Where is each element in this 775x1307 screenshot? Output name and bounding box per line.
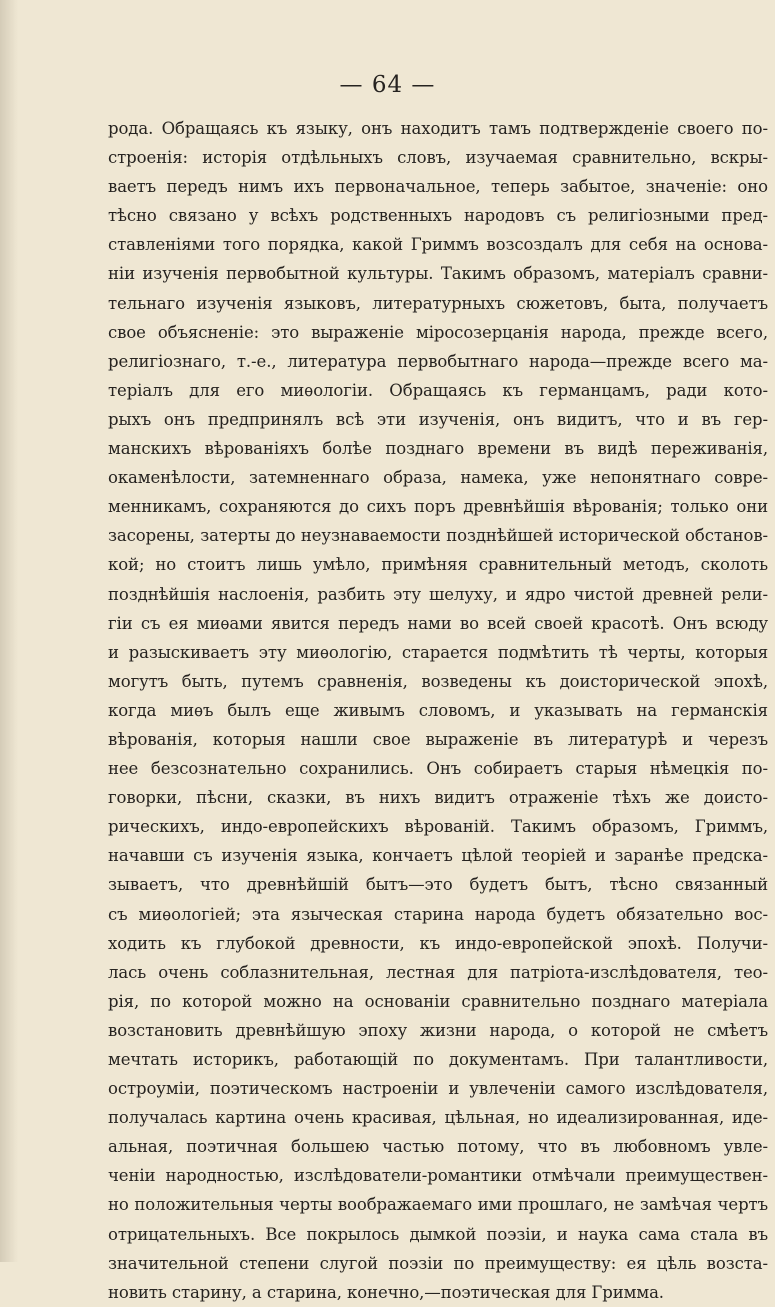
text-line: отрицательныхъ. Все покрылось дымкой поэзіи, и наука сама стала въ [108, 1224, 768, 1244]
text-line: рическихъ, индо-европейскихъ вѣрованій. Такимъ образомъ, Гриммъ, [108, 817, 768, 837]
page-edge-shadow [0, 0, 18, 1262]
text-line: манскихъ вѣрованіяхъ болѣе позднаго времени въ видѣ переживанія, [108, 439, 768, 459]
text-line: засорены, затерты до неузнаваемости позднѣйшей исторической обстанов- [108, 526, 768, 546]
text-line: альная, поэтичная большею частью потому, что въ любовномъ увле- [108, 1137, 768, 1157]
text-line: могутъ быть, путемъ сравненія, возведены къ доисторической эпохѣ, [108, 671, 768, 691]
text-line: рода. Обращаясь къ языку, онъ находитъ тамъ подтвержденіе своего по- [108, 119, 768, 138]
text-line: говорки, пѣсни, сказки, въ нихъ видитъ отраженіе тѣхъ же доисто- [108, 788, 768, 808]
text-line: мечтать историкъ, работающій по документамъ. При талантливости, [108, 1050, 768, 1069]
text-line: новить старину, а старина, конечно,—поэтическая для Гримма. [108, 1282, 664, 1302]
page-number: — 64 — [339, 72, 436, 98]
body-text [108, 114, 768, 1307]
text-line: рія, по которой можно на основаніи сравнительно позднаго матеріала [108, 991, 768, 1011]
text-line: значительной степени слугой поэзіи по преимуществу: ея цѣль возста- [108, 1253, 768, 1273]
text-line: зываетъ, что древнѣйшій бытъ—это будетъ бытъ, тѣсно связанный [108, 875, 768, 895]
text-line: ваетъ передъ нимъ ихъ первоначальное, теперь забытое, значеніе: оно [108, 177, 768, 197]
text-line: позднѣйшія наслоенія, разбить эту шелуху, и ядро чистой древней рели- [108, 584, 768, 604]
text-line: рыхъ онъ предпринялъ всѣ эти изученія, онъ видитъ, что и въ гер- [108, 409, 768, 429]
text-line: кой; но стоитъ лишь умѣло, примѣняя сравнительный методъ, сколоть [108, 555, 768, 575]
text-line: вѣрованія, которыя нашли свое выраженіе въ литературѣ и черезъ [108, 729, 768, 749]
text-line: но положительныя черты воображаемаго ими прошлаго, не замѣчая чертъ [108, 1195, 768, 1215]
text-line: остроуміи, поэтическомъ настроеніи и увлеченіи самого изслѣдователя, [108, 1079, 768, 1099]
text-line: ніи изученія первобытной культуры. Такимъ образомъ, матеріалъ сравни- [108, 264, 768, 284]
text-line: тѣсно связано у всѣхъ родственныхъ народовъ съ религіозными пред- [108, 206, 768, 226]
text-line: и разыскиваетъ эту миѳологію, старается подмѣтить тѣ черты, которыя [108, 642, 768, 662]
text-line: строенія: исторія отдѣльныхъ словъ, изучаемая сравнительно, вскры- [108, 148, 768, 168]
text-line: возстановить древнѣйшую эпоху жизни народа, о которой не смѣетъ [108, 1020, 768, 1040]
text-line: нее безсознательно сохранились. Онъ собираетъ старыя нѣмецкія по- [108, 759, 768, 779]
text-line: лась очень соблазнительная, лестная для патріота-изслѣдователя, тео- [108, 962, 768, 982]
text-line: теріалъ для его миѳологіи. Обращаясь къ германцамъ, ради кото- [108, 380, 768, 400]
text-line: когда миѳъ былъ еще живымъ словомъ, и указывать на германскія [108, 700, 768, 720]
text-line: гіи съ ея миѳами явится передъ нами во всей своей красотѣ. Онъ всюду [108, 613, 768, 633]
text-line: ченіи народностью, изслѣдователи-романтики отмѣчали преимуществен- [108, 1166, 768, 1186]
text-line: религіознаго, т.-е., литература первобытнаго народа—прежде всего ма- [108, 351, 768, 371]
text-line: ставленіями того порядка, какой Гриммъ возсоздалъ для себя на основа- [108, 235, 768, 255]
text-line: съ миѳологіей; эта языческая старина народа будетъ обязательно вос- [108, 904, 768, 924]
text-line: ходить къ глубокой древности, къ индо-европейской эпохѣ. Получи- [108, 933, 768, 953]
text-line: окаменѣлости, затемненнаго образа, намека, уже непонятнаго совре- [108, 468, 768, 488]
text-line: тельнаго изученія языковъ, литературныхъ сюжетовъ, быта, получаетъ [108, 293, 768, 313]
text-line: свое объясненіе: это выраженіе міросозерцанія народа, прежде всего, [108, 322, 768, 342]
text-line: менникамъ, сохраняются до сихъ поръ древнѣйшія вѣрованія; только они [108, 497, 768, 517]
text-line: начавши съ изученія языка, кончаетъ цѣлой теоріей и заранѣе предска- [108, 846, 768, 866]
text-line: получалась картина очень красивая, цѣльная, но идеализированная, иде- [108, 1108, 768, 1128]
